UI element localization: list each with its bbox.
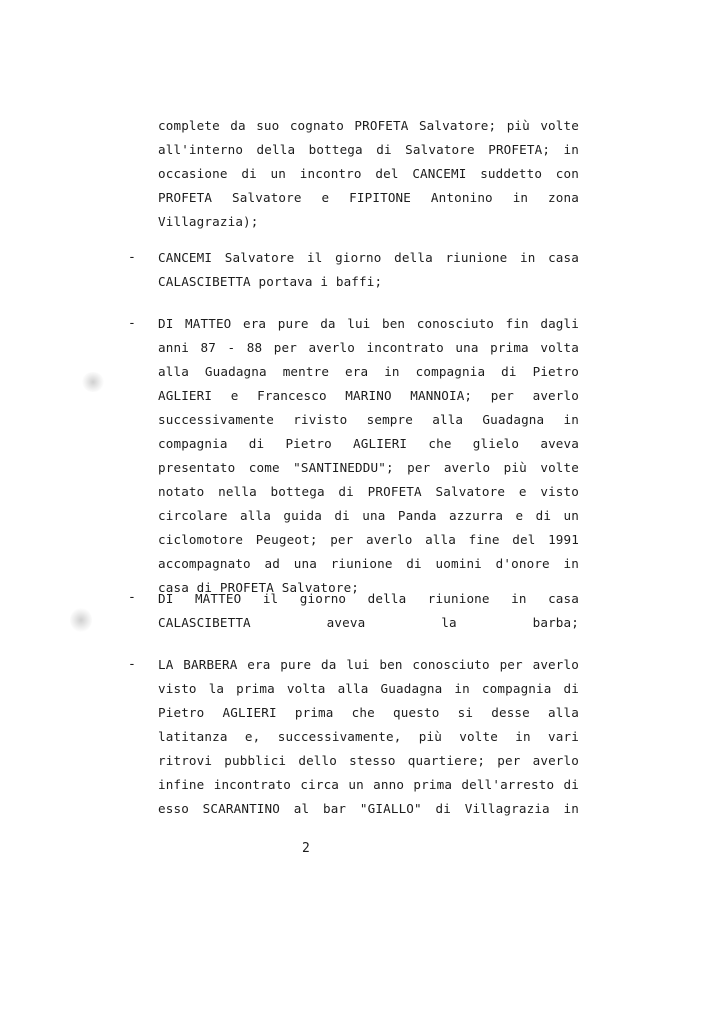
text-line: DI MATTEO il giorno della riunione in casa [158,591,579,606]
text-line: presentato come "SANTINEDDU"; per averlo più volte [158,460,579,475]
list-dash: - [128,250,136,265]
text-line: ciclomotore Peugeot; per averlo alla fine del 1991 [158,532,579,547]
scan-smudge [82,372,104,392]
text-line: all'interno della bottega di Salvatore PROFETA; in [158,142,579,157]
list-dash: - [128,316,136,331]
text-line: compagnia di Pietro AGLIERI che glielo aveva [158,436,579,451]
text-line: CALASCIBETTA portava i baffi; [158,274,383,289]
text-line: circolare alla guida di una Panda azzurra e di un [158,508,579,523]
text-line: Pietro AGLIERI prima che questo si desse alla [158,705,579,720]
text-line: infine incontrato circa un anno prima dell'arresto di [158,777,579,792]
text-line: successivamente rivisto sempre alla Guadagna in [158,412,579,427]
text-line: complete da suo cognato PROFETA Salvatore; più volte [158,118,579,133]
scan-smudge [70,608,92,632]
text-line: casa di PROFETA Salvatore; [158,580,360,595]
text-line: Villagrazia); [158,214,259,229]
text-line: latitanza e, successivamente, più volte in vari [158,729,579,744]
text-line: visto la prima volta alla Guadagna in compagnia di [158,681,579,696]
text-line: PROFETA Salvatore e FIPITONE Antonino in zona [158,190,579,205]
text-line: ritrovi pubblici dello stesso quartiere; per averlo [158,753,579,768]
text-line: anni 87 - 88 per averlo incontrato una prima volta [158,340,579,355]
text-line: CANCEMI Salvatore il giorno della riunione in casa [158,250,579,265]
text-line: AGLIERI e Francesco MARINO MANNOIA; per averlo [158,388,579,403]
page-number: 2 [302,841,310,856]
text-line: esso SCARANTINO al bar "GIALLO" di Villagrazia in [158,801,579,816]
text-line: CALASCIBETTA aveva la barba; [158,615,579,630]
list-dash: - [128,590,136,605]
list-dash: - [128,657,136,672]
text-line: notato nella bottega di PROFETA Salvatore e visto [158,484,579,499]
text-line: LA BARBERA era pure da lui ben conosciuto per averlo [158,657,579,672]
text-line: alla Guadagna mentre era in compagnia di Pietro [158,364,579,379]
text-line: DI MATTEO era pure da lui ben conosciuto fin dagli [158,316,579,331]
text-line: occasione di un incontro del CANCEMI suddetto con [158,166,579,181]
text-line: accompagnato ad una riunione di uomini d'onore in [158,556,579,571]
